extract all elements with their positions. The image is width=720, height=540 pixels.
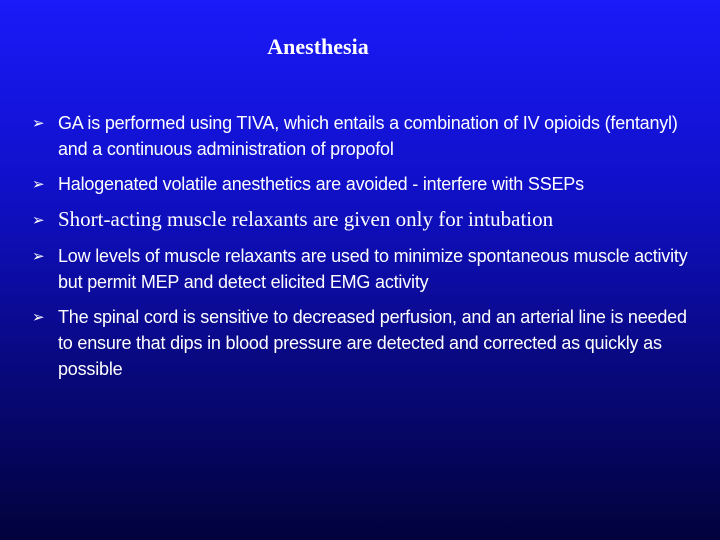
arrow-bullet-icon: ➢ (32, 247, 45, 265)
bullet-item-3 (32, 206, 700, 234)
bullet-text-3: Short-acting muscle relaxants are given only for intubation (58, 207, 554, 231)
bullet-item-4 (32, 243, 700, 295)
bullet-list (32, 110, 700, 391)
arrow-bullet-icon: ➢ (32, 175, 45, 193)
arrow-bullet-icon: ➢ (32, 308, 45, 326)
bullet-text-5: The spinal cord is sensitive to decreased perfusion, and an arterial line is needed to ensure that dips in blood pressure are detected and corrected as quickly as possible (58, 307, 687, 379)
bullet-text-1: GA is performed using TIVA, which entails a combination of IV opioids (fentanyl) and a continuous administration of propofol (58, 113, 678, 159)
bullet-item-1 (32, 110, 700, 162)
bullet-text-4: Low levels of muscle relaxants are used to minimize spontaneous muscle activity but permit MEP and detect elicited EMG activity (58, 246, 688, 292)
bullet-item-2 (32, 171, 700, 197)
arrow-bullet-icon: ➢ (32, 114, 45, 132)
slide-title: Anesthesia (267, 34, 369, 59)
arrow-bullet-icon: ➢ (32, 211, 45, 229)
bullet-text-2: Halogenated volatile anesthetics are avoided - interfere with SSEPs (58, 174, 584, 194)
bullet-item-5 (32, 304, 700, 382)
